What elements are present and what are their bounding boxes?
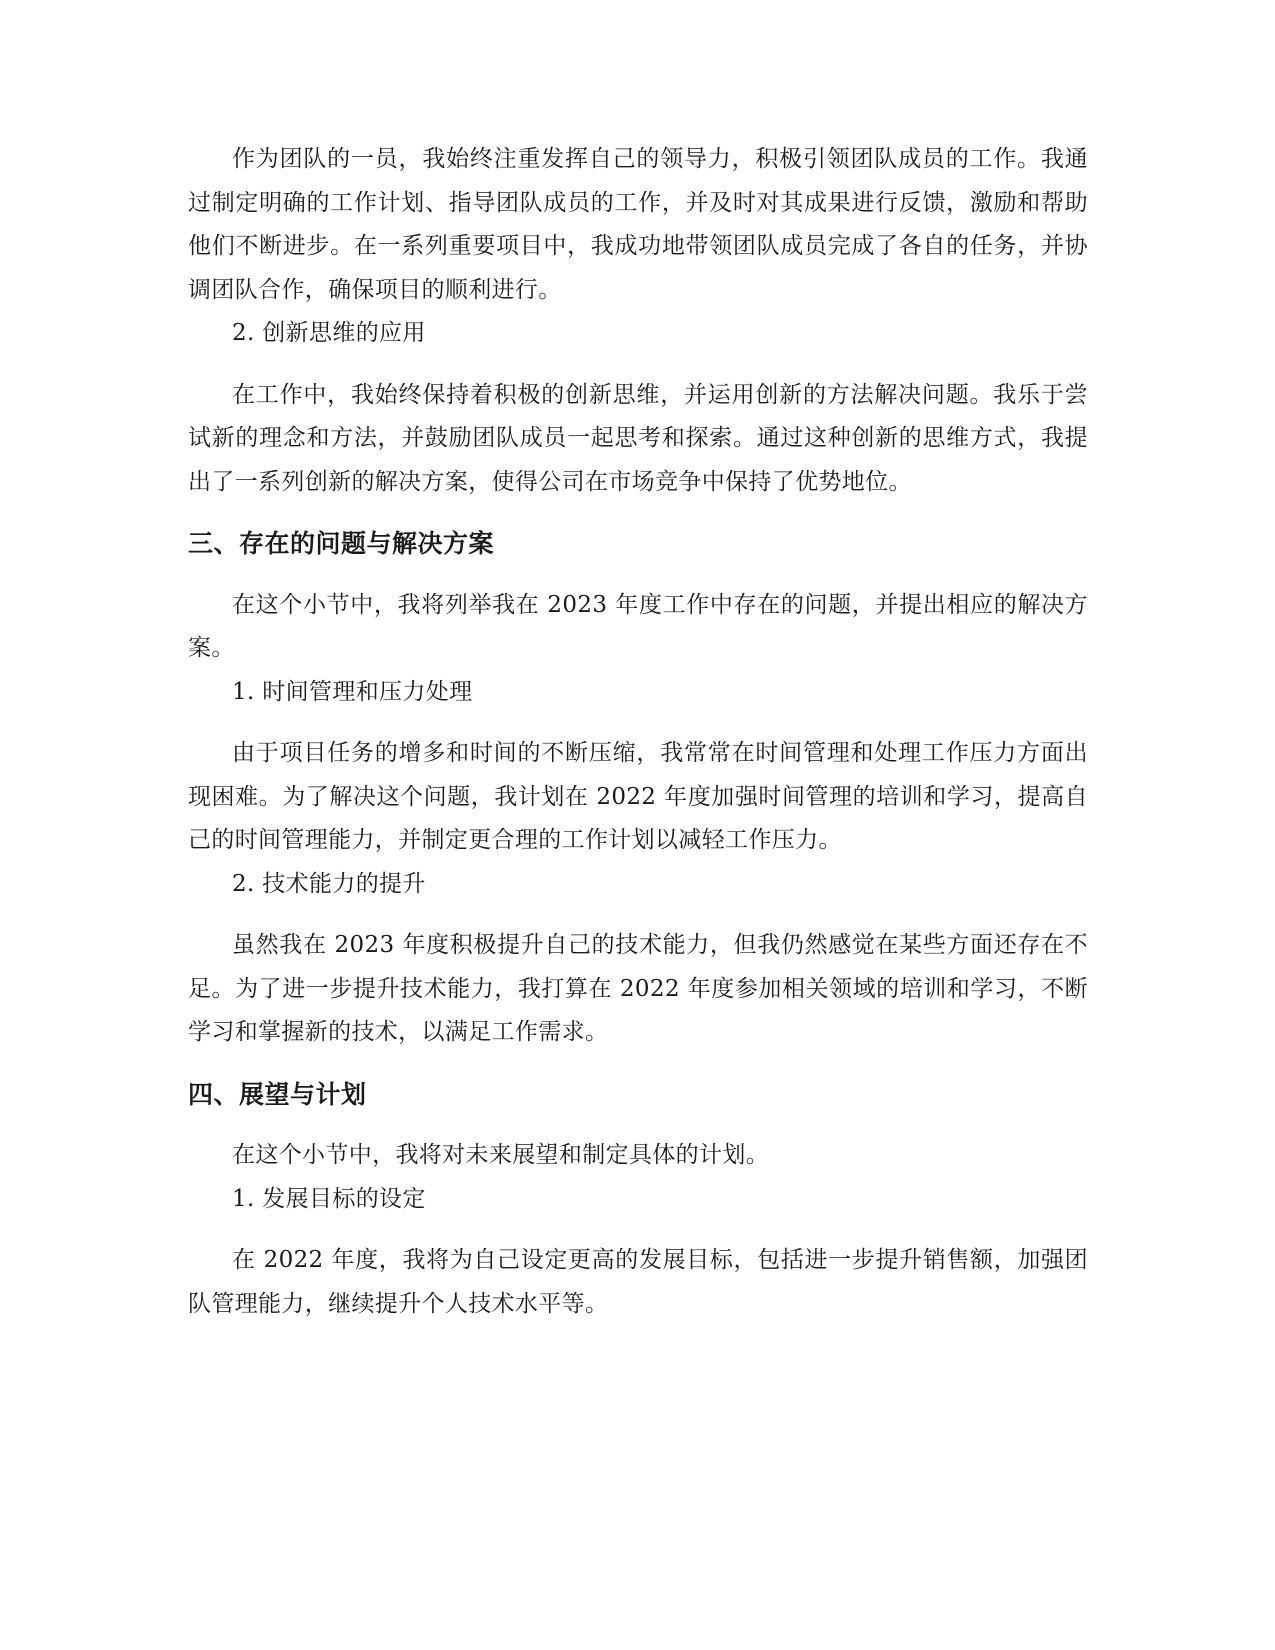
- section3-heading: 三、存在的问题与解决方案: [188, 529, 495, 558]
- item-goals: 1. 发展目标的设定: [232, 1185, 426, 1212]
- paragraph-tech-skills: 虽然我在 2023 年度积极提升自己的技术能力，但我仍然感觉在某些方面还存在不足。为了进一步提升技术能力，我打算在 2022 年度参加相关领域的培训和学习，不断学习和掌握新的技术，以满足工作需求。: [188, 932, 1088, 1045]
- paragraph-leadership: 作为团队的一员，我始终注重发挥自己的领导力，积极引领团队成员的工作。我通过制定明确的工作计划、指导团队成员的工作，并及时对其成果进行反馈，激励和帮助他们不断进步。在一系列重要项目中，我成功地带领团队成员完成了各自的任务，并协调团队合作，确保项目的顺利进行。: [188, 146, 1088, 303]
- paragraph-innovation: 在工作中，我始终保持着积极的创新思维，并运用创新的方法解决问题。我乐于尝试新的理念和方法，并鼓励团队成员一起思考和探索。通过这种创新的思维方式，我提出了一系列创新的解决方案，使得公司在市场竞争中保持了优势地位。: [188, 381, 1088, 495]
- document-page: [188, 138, 1088, 1326]
- section4-heading: 四、展望与计划: [188, 1079, 367, 1109]
- paragraph-time-management: 由于项目任务的增多和时间的不断压缩，我常常在时间管理和处理工作压力方面出现困难。为了解决这个问题，我计划在 2022 年度加强时间管理的培训和学习，提高自己的时间管理能力，并制定更合理的工作计划以减轻工作压力。: [188, 740, 1088, 853]
- paragraph-goals: 在 2022 年度，我将为自己设定更高的发展目标，包括进一步提升销售额，加强团队管理能力，继续提升个人技术水平等。: [188, 1247, 1088, 1317]
- item-innovation: 2. 创新思维的应用: [232, 320, 426, 346]
- item-time-management: 1. 时间管理和压力处理: [232, 678, 473, 705]
- section4-intro: 在这个小节中，我将对未来展望和制定具体的计划。: [232, 1142, 770, 1168]
- section3-intro: 在这个小节中，我将列举我在 2023 年度工作中存在的问题，并提出相应的解决方案。: [188, 591, 1088, 661]
- item-tech-skills: 2. 技术能力的提升: [232, 870, 426, 897]
